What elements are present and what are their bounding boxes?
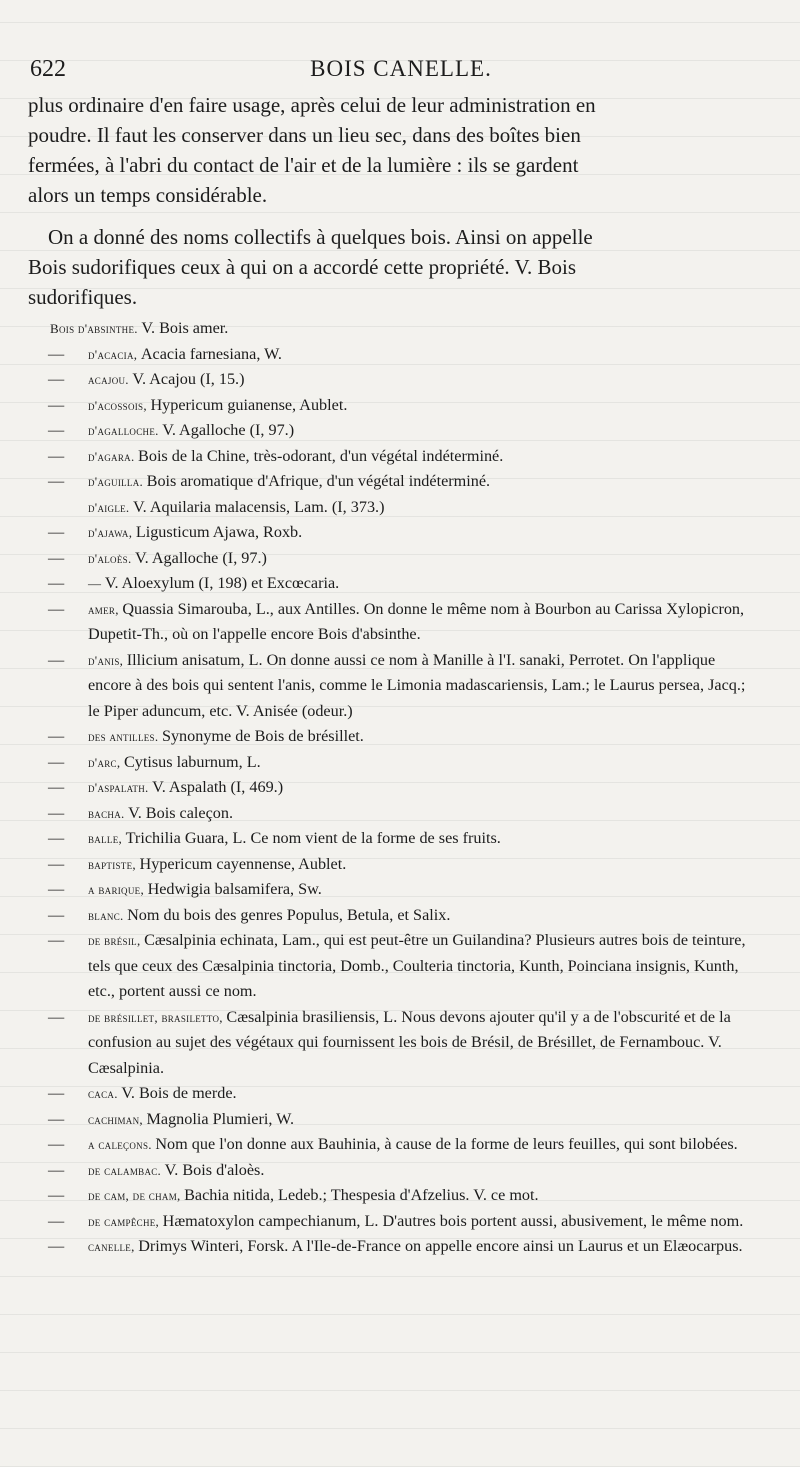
entry-text: V. Aspalath (I, 469.) bbox=[152, 778, 284, 796]
entry-body bbox=[88, 855, 346, 873]
dictionary-entry bbox=[40, 418, 758, 444]
dictionary-entry bbox=[40, 1183, 758, 1209]
text-line: poudre. Il faut les conserver dans un lieu sec, dans des boîtes bien bbox=[28, 123, 581, 147]
entry-text: V. Aquilaria malacensis, Lam. (I, 373.) bbox=[133, 497, 385, 516]
entry-dash: — bbox=[48, 803, 65, 822]
dictionary-entry bbox=[40, 724, 758, 750]
entry-dash: — bbox=[48, 752, 65, 771]
entry-dash: — bbox=[48, 1007, 65, 1026]
dictionary-entry bbox=[40, 316, 758, 342]
entry-dash: — bbox=[48, 905, 65, 924]
dictionary-entry bbox=[40, 1234, 758, 1260]
entry-body bbox=[88, 931, 746, 1000]
entry-body bbox=[88, 1186, 539, 1204]
entry-dash: — bbox=[48, 650, 65, 669]
entry-body bbox=[50, 319, 228, 337]
dictionary-entry bbox=[40, 495, 758, 521]
entry-dash: — bbox=[48, 599, 65, 618]
entry-dash: — bbox=[48, 1109, 65, 1128]
entry-headword: bacha. bbox=[88, 805, 129, 821]
entry-text: V. Agalloche (I, 97.) bbox=[135, 548, 267, 567]
entry-headword: de brésil, bbox=[88, 933, 145, 948]
dictionary-entry bbox=[40, 546, 758, 572]
entry-headword: a caleçons. bbox=[88, 1137, 156, 1152]
entry-body bbox=[88, 498, 385, 516]
entry-headword: balle, bbox=[88, 831, 126, 846]
entry-dash: — bbox=[48, 574, 65, 592]
dictionary-entry bbox=[40, 571, 758, 597]
entry-text: V. Acajou (I, 15.) bbox=[132, 370, 245, 388]
entry-body bbox=[88, 1161, 264, 1179]
entry-body bbox=[88, 727, 364, 745]
dictionary-entry bbox=[40, 852, 758, 878]
entry-text: Synonyme de Bois de brésillet. bbox=[161, 727, 364, 745]
text-line: Bois sudorifiques ceux à qui on a accordé cette propriété. V. Bois bbox=[28, 255, 576, 279]
entry-headword: Bois d'absinthe. bbox=[50, 321, 142, 336]
entry-text: Trichilia Guara, L. Ce nom vient de la forme de ses fruits. bbox=[125, 829, 501, 847]
entry-dash: — bbox=[48, 370, 65, 388]
entry-headword: baptiste, bbox=[88, 856, 140, 872]
entry-body bbox=[88, 421, 294, 439]
entry-dash: — bbox=[48, 421, 65, 439]
entry-dash: — bbox=[48, 829, 65, 847]
entry-headword: de calambac. bbox=[88, 1162, 165, 1178]
entry-text: Hypericum cayennense, Aublet. bbox=[139, 854, 347, 873]
entry-headword: acajou. bbox=[88, 372, 133, 387]
entry-headword: d'agalloche. bbox=[88, 423, 163, 438]
entry-dash: — bbox=[48, 854, 65, 873]
dictionary-entry bbox=[40, 903, 758, 929]
entry-body bbox=[88, 472, 490, 490]
dictionary-entry bbox=[40, 1209, 758, 1235]
dictionary-entry bbox=[40, 1132, 758, 1158]
entry-headword: — bbox=[88, 576, 105, 591]
paragraph-2 bbox=[28, 222, 755, 312]
entry-body bbox=[88, 549, 267, 567]
entry-headword: d'acossois, bbox=[88, 397, 151, 413]
entry-text: Nom que l'on donne aux Bauhinia, à cause de la forme de leurs feuilles, qui sont bilobées. bbox=[155, 1135, 738, 1153]
entry-headword: d'arc, bbox=[88, 754, 124, 770]
entry-headword: canelle, bbox=[88, 1239, 139, 1254]
entry-text: Drimys Winteri, Forsk. A l'Ile-de-France on appelle encore ainsi un Laurus et un Elæocarpus. bbox=[138, 1237, 743, 1255]
entry-text: Cæsalpinia brasiliensis, L. Nous devons ajouter qu'il y a de l'obscurité et de la confusion au sujet des végétaux qui fournissent les bois de Brésil, de Brésillet, de Fernambouc. V. Cæsalpinia. bbox=[88, 1007, 731, 1077]
entry-headword: caca. bbox=[88, 1086, 122, 1101]
entry-text: Illicium anisatum, L. On donne aussi ce nom à Manille à l'I. sanaki, Perrotet. On l'applique encore à des bois qui sentent l'anis, comme le Limonia madascariensis, Lam.; le Laurus persea, Jacq.; le Piper aduncum, etc. V. Anisée (odeur.) bbox=[88, 650, 746, 720]
page-header bbox=[30, 56, 772, 88]
entry-dash: — bbox=[48, 548, 65, 567]
entry-body bbox=[88, 1084, 237, 1102]
dictionary-entry bbox=[40, 750, 758, 776]
entry-body bbox=[88, 447, 503, 465]
entry-body bbox=[88, 523, 302, 541]
dictionary-entry bbox=[40, 928, 758, 1005]
entry-text: Cæsalpinia echinata, Lam., qui est peut-être un Guilandina? Plusieurs autres bois de teinture, tels que ceux des Cæsalpinia tinctoria, Domb., Coulteria tinctoria, Kunth, Poinciana insignis, Kunth, etc., portent aussi ce nom. bbox=[88, 931, 746, 1000]
text-line: On a donné des noms collectifs à quelques bois. Ainsi on appelle bbox=[48, 225, 593, 249]
entry-body bbox=[88, 1008, 731, 1077]
entry-text: V. Agalloche (I, 97.) bbox=[162, 421, 295, 439]
entry-dash: — bbox=[48, 1211, 65, 1230]
entry-text: Hæmatoxylon campechianum, L. D'autres bois portent aussi, abusivement, le même nom. bbox=[162, 1211, 744, 1230]
entry-dash: — bbox=[48, 344, 65, 363]
dictionary-entry bbox=[40, 877, 758, 903]
entry-text: Hedwigia balsamifera, Sw. bbox=[147, 880, 322, 898]
entry-headword: blanc. bbox=[88, 907, 128, 923]
entry-text: V. Bois amer. bbox=[141, 319, 229, 337]
entry-body bbox=[88, 370, 245, 388]
entry-dash: — bbox=[48, 727, 65, 745]
entry-text: Magnolia Plumieri, W. bbox=[146, 1109, 294, 1128]
text-line: alors un temps considérable. bbox=[28, 183, 268, 207]
entry-body bbox=[88, 1135, 738, 1153]
entry-text: V. Bois d'aloès. bbox=[164, 1160, 265, 1179]
dictionary-entry bbox=[40, 1005, 758, 1082]
entry-text: Quassia Simarouba, L., aux Antilles. On donne le même nom à Bourbon au Carissa Xylopicron, Dupetit-Th., où on l'appelle encore Bois d'absinthe. bbox=[88, 599, 745, 643]
entry-dash: — bbox=[48, 1084, 65, 1102]
entry-headword: de campêche, bbox=[88, 1213, 163, 1229]
entry-body bbox=[88, 651, 745, 720]
entry-dash: — bbox=[48, 880, 65, 898]
dictionary-entry bbox=[40, 826, 758, 852]
entry-headword: d'aloès. bbox=[88, 550, 136, 566]
entry-body bbox=[88, 753, 261, 771]
dictionary-entry bbox=[40, 1158, 758, 1184]
text-line: fermées, à l'abri du contact de l'air et de la lumière : ils se gardent bbox=[28, 153, 579, 177]
entry-headword: d'ajawa, bbox=[88, 525, 136, 540]
entry-dash: — bbox=[48, 1186, 65, 1204]
entry-headword: a barique, bbox=[88, 882, 148, 897]
dictionary-entry bbox=[40, 444, 758, 470]
entry-text: Bois de la Chine, très-odorant, d'un végétal indéterminé. bbox=[138, 446, 504, 465]
entry-body bbox=[88, 804, 233, 822]
entry-body bbox=[88, 880, 322, 898]
dictionary-entry bbox=[40, 801, 758, 827]
dictionary-entry bbox=[40, 1107, 758, 1133]
entry-headword: amer, bbox=[88, 601, 123, 617]
page-number: 622 bbox=[30, 56, 66, 82]
dictionary-entry bbox=[40, 469, 758, 495]
text-line: plus ordinaire d'en faire usage, après celui de leur administration en bbox=[28, 93, 596, 117]
entry-body bbox=[88, 906, 450, 924]
entry-body bbox=[88, 1110, 294, 1128]
entry-headword: d'aguilla. bbox=[88, 474, 147, 489]
entry-text: Nom du bois des genres Populus, Betula, et Salix. bbox=[127, 905, 451, 924]
entry-dash: — bbox=[48, 931, 65, 949]
dictionary-entry bbox=[40, 367, 758, 393]
entry-text: Bachia nitida, Ledeb.; Thespesia d'Afzelius. V. ce mot. bbox=[184, 1186, 539, 1204]
entry-dash: — bbox=[48, 778, 65, 796]
dictionary-entry bbox=[40, 342, 758, 368]
entry-dash: — bbox=[48, 472, 65, 490]
entry-dash: — bbox=[48, 523, 65, 541]
entry-body bbox=[88, 345, 282, 363]
entry-dash: — bbox=[48, 1160, 65, 1179]
entry-headword: d'aspalath. bbox=[88, 780, 153, 795]
paragraph-1 bbox=[28, 90, 755, 210]
dictionary-entry bbox=[40, 597, 758, 648]
entry-headword: d'anis, bbox=[88, 652, 127, 668]
running-title: BOIS CANELLE. bbox=[310, 56, 492, 81]
entry-headword: d'aigle. bbox=[88, 499, 134, 515]
entry-headword: d'agara. bbox=[88, 448, 139, 464]
entry-headword: cachiman, bbox=[88, 1111, 147, 1127]
entry-text: V. Bois caleçon. bbox=[128, 803, 234, 822]
entry-body bbox=[88, 1212, 743, 1230]
dictionary-entry bbox=[40, 648, 758, 725]
dictionary-entry bbox=[40, 393, 758, 419]
entry-dash: — bbox=[48, 446, 65, 465]
entry-headword: de cam, de cham, bbox=[88, 1188, 185, 1203]
entry-body bbox=[88, 600, 744, 644]
entry-body bbox=[88, 574, 339, 592]
entry-headword: de brésillet, brasiletto, bbox=[88, 1009, 227, 1025]
dictionary-entry bbox=[40, 775, 758, 801]
entry-text: Ligusticum Ajawa, Roxb. bbox=[135, 523, 303, 541]
entry-text: Cytisus laburnum, L. bbox=[123, 752, 261, 771]
entry-text: Hypericum guianense, Aublet. bbox=[150, 395, 348, 414]
entry-text: V. Bois de merde. bbox=[121, 1084, 237, 1102]
entry-headword: des antilles. bbox=[88, 729, 162, 744]
entry-body bbox=[88, 778, 283, 796]
dictionary-entry bbox=[40, 520, 758, 546]
entry-dash: — bbox=[48, 1135, 65, 1153]
entry-body bbox=[88, 1237, 743, 1255]
text-line: sudorifiques. bbox=[28, 285, 138, 309]
entry-text: Acacia farnesiana, W. bbox=[140, 344, 282, 363]
entry-list bbox=[40, 316, 758, 1260]
entry-body bbox=[88, 829, 501, 847]
entry-headword: d'acacia, bbox=[88, 346, 141, 362]
entry-body bbox=[88, 396, 347, 414]
entry-text: Bois aromatique d'Afrique, d'un végétal indéterminé. bbox=[146, 472, 491, 490]
dictionary-entry bbox=[40, 1081, 758, 1107]
entry-text: V. Aloexylum (I, 198) et Excœcaria. bbox=[104, 574, 340, 592]
entry-dash: — bbox=[48, 395, 65, 414]
entry-dash: — bbox=[48, 1237, 65, 1255]
